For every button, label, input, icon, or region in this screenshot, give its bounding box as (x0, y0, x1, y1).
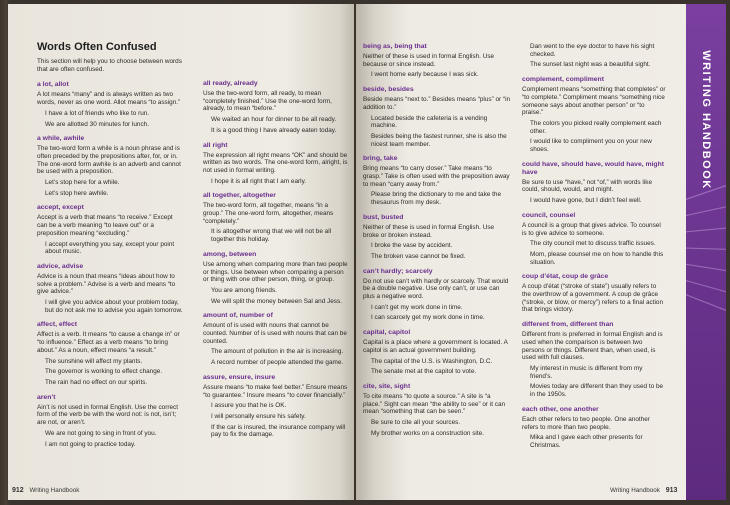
entry-heading: bust, busted (363, 213, 404, 221)
example-sentence: I can scarcely get my work done in time. (371, 314, 485, 322)
page-title: Words Often Confused (37, 41, 157, 53)
entry-heading: can’t hardly; scarcely (363, 267, 433, 275)
example-sentence: I will give you advice about your problem today, but do not ask me to advise you again tomorrow. (45, 299, 183, 314)
entry-heading: amount of, number of (203, 312, 273, 320)
word-entry (203, 142, 349, 186)
footer-left (12, 487, 79, 494)
definition-text: Assure means “to make feel better.” Ensure means “to guarantee.” Insure means “to cover financially.” (203, 383, 348, 399)
word-entry (37, 135, 183, 197)
example-sentence: Let’s stop here for a while. (45, 179, 120, 187)
section-tab (686, 4, 726, 500)
entry-heading: accept, except (37, 204, 84, 212)
example-sentence: Mika and I gave each other presents for Christmas. (530, 434, 643, 449)
example-sentence: I would like to compliment you on your new shoes. (530, 138, 652, 154)
example-sentence: If the car is insured, the insurance company will pay to fix the damage. (211, 423, 346, 439)
entry-heading: complement, compliment (522, 76, 604, 84)
word-entry (522, 321, 666, 399)
example-sentence: We waited an hour for dinner to be all ready. (211, 116, 337, 124)
entry-heading: beside, besides (363, 86, 414, 94)
example-sentence: I went home early because I was sick. (371, 71, 479, 79)
example-sentence: Mom, please counsel me on how to handle this situation. (530, 250, 664, 266)
entries-col1 (37, 81, 183, 448)
word-entry (363, 155, 511, 207)
column-2 (203, 80, 349, 446)
example-sentence: I accept everything you say, except your point about music. (45, 240, 175, 256)
definition-text: Advice is a noun that means “ideas about how to solve a problem.” Advise is a verb and means “to give advice.” (37, 272, 176, 296)
word-entry (363, 43, 511, 79)
example-sentence: I am not going to practice today. (45, 440, 136, 448)
word-entry (37, 394, 183, 449)
entries-col3 (363, 43, 511, 438)
definition-text: Complement means “something that completes” or “to complete.” Compliment means “something nice someone says about another person” or “to praise.” (522, 86, 666, 117)
entry-heading: assure, ensure, insure (203, 373, 276, 381)
entry-heading: all right (203, 141, 228, 149)
example-sentence: Movies today are different than they used to be in the 1950s. (530, 383, 664, 399)
example-sentence: We will split the money between Sal and Jess. (211, 297, 342, 305)
example-sentence: Besides being the fastest runner, she is also the nicest team member. (371, 132, 507, 148)
left-page (8, 4, 354, 500)
entry-heading: bring, take (363, 155, 398, 163)
example-sentence: I will personally ensure his safety. (211, 412, 306, 420)
word-entry (37, 263, 183, 315)
word-entry (522, 406, 666, 450)
definition-text: A lot means “many” and is always written as two words, never as one word. Allot means “to assign.” (37, 91, 181, 107)
word-entry (522, 212, 666, 267)
example-sentence: We are not going to sing in front of you. (45, 429, 157, 437)
example-sentence: The rain had no effect on our spirits. (45, 378, 148, 386)
word-entry (37, 81, 183, 128)
definition-text: Use the two-word form, all ready, to mean “completely finished.” Use the one-word form, already, to mean “before.” (203, 90, 332, 113)
example-sentence: The capital of the U.S. is Washington, D.C. (371, 357, 493, 365)
entry-heading: among, between (203, 250, 257, 258)
intro-text: This section will help you to choose between words that are often confused. (37, 58, 182, 73)
definition-text: Use among when comparing more than two people or things. Use between when comparing a person or thing with one other person, thing, or group. (203, 260, 348, 284)
entry-heading: cite, site, sight (363, 382, 411, 390)
entry-heading: affect, effect (37, 321, 78, 329)
definition-text: The two-word form, all together, means “in a group.” The one-word form, altogether, means “completely.” (203, 202, 334, 225)
entry-heading: being as, being that (363, 43, 427, 50)
example-sentence: The colors you picked really complement each other. (530, 119, 662, 135)
column-1 (37, 41, 183, 455)
example-sentence: It is a good thing I have already eaten today. (211, 126, 337, 134)
definition-text: A coup d’état (“stroke of state”) usually refers to the overthrow of a government. A coup de grâce (“stroke, or blow, or mercy”) refers to a final action that brings victory. (522, 283, 663, 314)
entry-heading: all together, altogether (203, 192, 276, 200)
right-page (356, 4, 726, 500)
definition-text: Different from is preferred in formal English and is used when the comparison is between two persons or things. Different than, when used, is used with full clauses. (522, 331, 663, 362)
entries-col4 (522, 43, 666, 450)
definition-text: Neither of these is used in formal English. Use broke or broken instead. (363, 223, 495, 239)
entry-heading: different from, different than (522, 321, 614, 329)
entry-heading: all ready, already (203, 80, 258, 87)
entry-heading: advice, advise (37, 262, 84, 270)
word-entry (363, 268, 511, 323)
example-sentence: I can’t get my work done in time. (371, 303, 463, 311)
word-entry (522, 273, 666, 314)
word-entry (203, 251, 349, 306)
word-entry (203, 80, 349, 135)
definition-text: To cite means “to quote a source.” A site is “a place.” Sight can mean “the ability to see” or it can mean “something that can be seen.” (363, 392, 506, 416)
footer-label: Writing Handbook (610, 487, 660, 494)
definition-text: Do not use can’t with hardly or scarcely. That would be a double negative. Use only can’t, or use can plus a negative word. (363, 277, 509, 301)
column-3 (363, 43, 511, 445)
word-entry (37, 321, 183, 386)
definition-text: Capital is a place where a government is located. A capitol is an actual government building. (363, 339, 508, 354)
example-sentence: I assure you that he is OK. (211, 402, 287, 410)
page-number: 913 (665, 487, 678, 494)
entry-heading: a lot, allot (37, 81, 69, 89)
example-sentence: We are allotted 30 minutes for lunch. (45, 120, 149, 128)
example-sentence: The amount of pollution in the air is increasing. (211, 348, 344, 356)
example-sentence: I hope it is all right that I am early. (211, 177, 307, 185)
definition-text: Beside means “next to.” Besides means “plus” or “in addition to.” (363, 96, 511, 111)
example-sentence: Let’s stop here awhile. (45, 189, 109, 197)
entry-heading: coup d’état, coup de grâce (522, 273, 609, 281)
definition-text: Affect is a verb. It means “to cause a change in” or “to influence.” Effect as a verb means “to bring about.” As a noun, effect means “a result.” (37, 331, 180, 354)
word-entry (522, 43, 666, 69)
word-entry (203, 312, 349, 367)
example-sentence: Be sure to cite all your sources. (371, 419, 461, 427)
word-entry (203, 374, 349, 439)
example-sentence: The broken vase cannot be fixed. (371, 252, 466, 260)
column-4 (522, 43, 666, 457)
entry-heading: capital, capitol (363, 329, 411, 337)
word-entry (203, 192, 349, 244)
word-entry (363, 383, 511, 438)
entry-heading: could have, should have, would have, might have (522, 160, 665, 176)
example-sentence: It is altogether wrong that we will not be all together this holiday. (211, 228, 332, 244)
word-entry (522, 161, 666, 205)
entry-heading: a while, awhile (37, 135, 85, 143)
entries-col2 (203, 80, 349, 439)
example-sentence: The sunshine will affect my plants. (45, 357, 143, 365)
example-sentence: Dan went to the eye doctor to have his sight checked. (530, 43, 655, 58)
word-entry (37, 204, 183, 256)
entry-heading: each other, one another (522, 405, 599, 413)
definition-text: Bring means “to carry closer.” Take means “to grasp.” Take is often used with the preposition away to mean “carry away from.” (363, 165, 510, 188)
example-sentence: The city council met to discuss traffic issues. (530, 240, 656, 248)
example-sentence: Located beside the cafeteria is a vending machine. (371, 114, 488, 130)
example-sentence: My interest in music is different from my friend’s. (530, 364, 643, 380)
example-sentence: I have a lot of friends who like to run. (45, 109, 150, 117)
definition-text: A council is a group that gives advice. To counsel is to give advice to someone. (522, 221, 661, 237)
example-sentence: You are among friends. (211, 286, 277, 294)
definition-text: Amount of is used with nouns that cannot be counted. Number of is used with nouns that can be counted. (203, 322, 347, 345)
definition-text: The expression all right means “OK” and should be written as two words. The one-word form, alright, is not used in formal writing. (203, 151, 348, 174)
word-entry (522, 76, 666, 154)
entry-heading: council, counsel (522, 211, 576, 219)
footer-right (610, 487, 677, 494)
word-entry (363, 329, 511, 376)
example-sentence: A record number of people attended the game. (211, 359, 344, 367)
example-sentence: The senate met at the capitol to vote. (371, 368, 477, 376)
example-sentence: The sunset last night was a beautiful sight. (530, 61, 651, 69)
example-sentence: My brother works on a construction site. (371, 429, 484, 437)
definition-text: Be sure to use “have,” not “of,” with words like could, should, would, and might. (522, 178, 652, 194)
example-sentence: I broke the vase by accident. (371, 242, 453, 250)
entry-heading: aren’t (37, 393, 56, 401)
example-sentence: The governor is working to effect change. (45, 368, 163, 376)
word-entry (363, 86, 511, 148)
example-sentence: Please bring the dictionary to me and take the thesaurus from my desk. (371, 191, 502, 207)
tab-label-text: WRITING HANDBOOK (700, 50, 712, 190)
tab-label (698, 40, 714, 200)
word-entry (363, 214, 511, 261)
definition-text: Neither of these is used in formal English. Use because or since instead. (363, 53, 495, 68)
definition-text: Accept is a verb that means “to receive.” Except can be a verb meaning “to leave out” or a preposition meaning “excluding.” (37, 214, 173, 237)
footer-label: Writing Handbook (29, 487, 80, 494)
definition-text: Each other refers to two people. One another refers to more than two people. (522, 415, 650, 431)
page-number: 912 (12, 487, 24, 494)
definition-text: Ain’t is not used in formal English. Use the correct form of the verb be with the word not: is not, isn’t; are not, or aren’t. (37, 403, 179, 427)
definition-text: The two-word form a while is a noun phrase and is often preceded by the prepositions after, for, or in. The one-word form awhile is an adverb and cannot be used with a preposition. (37, 145, 181, 176)
example-sentence: I would have gone, but I didn’t feel well. (530, 197, 642, 205)
